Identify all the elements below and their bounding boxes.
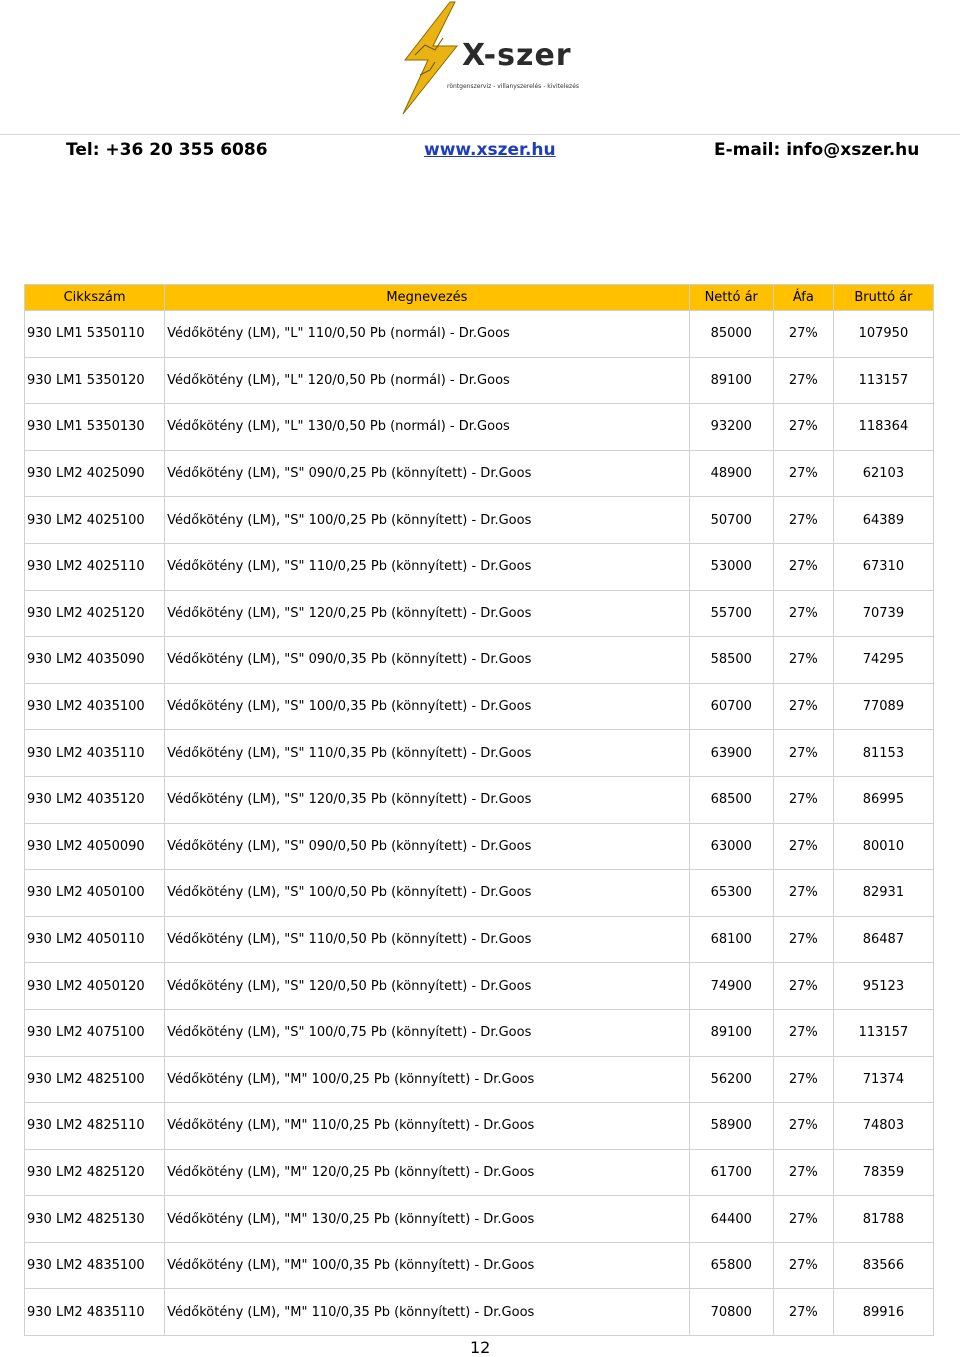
cell-vat: 27% bbox=[773, 1103, 833, 1150]
cell-code: 930 LM2 4035120 bbox=[25, 776, 165, 823]
cell-gross-price: 71374 bbox=[833, 1056, 933, 1103]
column-header-vat: Áfa bbox=[773, 285, 833, 311]
table-row bbox=[25, 637, 934, 684]
table-row bbox=[25, 963, 934, 1010]
cell-code: 930 LM2 4825100 bbox=[25, 1056, 165, 1103]
cell-gross-price: 67310 bbox=[833, 543, 933, 590]
cell-name: Védőkötény (LM), "S" 120/0,25 Pb (könnyített) - Dr.Goos bbox=[165, 590, 690, 637]
cell-vat: 27% bbox=[773, 311, 833, 358]
cell-gross-price: 81788 bbox=[833, 1196, 933, 1243]
table-row bbox=[25, 497, 934, 544]
cell-name: Védőkötény (LM), "S" 100/0,35 Pb (könnyített) - Dr.Goos bbox=[165, 683, 690, 730]
cell-code: 930 LM2 4825120 bbox=[25, 1149, 165, 1196]
cell-name: Védőkötény (LM), "M" 120/0,25 Pb (könnyített) - Dr.Goos bbox=[165, 1149, 690, 1196]
cell-name: Védőkötény (LM), "S" 090/0,25 Pb (könnyített) - Dr.Goos bbox=[165, 450, 690, 497]
cell-gross-price: 78359 bbox=[833, 1149, 933, 1196]
table-row bbox=[25, 1009, 934, 1056]
cell-code: 930 LM2 4025090 bbox=[25, 450, 165, 497]
table-row bbox=[25, 1056, 934, 1103]
cell-gross-price: 86995 bbox=[833, 776, 933, 823]
cell-name: Védőkötény (LM), "L" 120/0,50 Pb (normál) - Dr.Goos bbox=[165, 357, 690, 404]
cell-gross-price: 74803 bbox=[833, 1103, 933, 1150]
cell-vat: 27% bbox=[773, 776, 833, 823]
cell-vat: 27% bbox=[773, 683, 833, 730]
cell-gross-price: 81153 bbox=[833, 730, 933, 777]
cell-code: 930 LM1 5350130 bbox=[25, 404, 165, 451]
table-row bbox=[25, 776, 934, 823]
cell-net-price: 63900 bbox=[689, 730, 773, 777]
table-row bbox=[25, 404, 934, 451]
cell-gross-price: 74295 bbox=[833, 637, 933, 684]
cell-net-price: 60700 bbox=[689, 683, 773, 730]
cell-vat: 27% bbox=[773, 823, 833, 870]
page-number: 12 bbox=[470, 1338, 491, 1357]
logo-tagline: röntgenszerviz - villanyszerelés - kivitelezés bbox=[447, 83, 580, 90]
cell-name: Védőkötény (LM), "S" 100/0,25 Pb (könnyített) - Dr.Goos bbox=[165, 497, 690, 544]
cell-name: Védőkötény (LM), "S" 100/0,75 Pb (könnyített) - Dr.Goos bbox=[165, 1009, 690, 1056]
cell-gross-price: 70739 bbox=[833, 590, 933, 637]
cell-vat: 27% bbox=[773, 1242, 833, 1289]
table-body bbox=[25, 311, 934, 1336]
cell-net-price: 68500 bbox=[689, 776, 773, 823]
cell-net-price: 93200 bbox=[689, 404, 773, 451]
cell-code: 930 LM2 4835100 bbox=[25, 1242, 165, 1289]
cell-name: Védőkötény (LM), "M" 130/0,25 Pb (könnyített) - Dr.Goos bbox=[165, 1196, 690, 1243]
table-row bbox=[25, 1196, 934, 1243]
cell-net-price: 61700 bbox=[689, 1149, 773, 1196]
table-row bbox=[25, 823, 934, 870]
table-header-row bbox=[25, 285, 934, 311]
table-row bbox=[25, 683, 934, 730]
cell-vat: 27% bbox=[773, 637, 833, 684]
cell-net-price: 58500 bbox=[689, 637, 773, 684]
cell-net-price: 89100 bbox=[689, 357, 773, 404]
cell-code: 930 LM2 4050110 bbox=[25, 916, 165, 963]
cell-vat: 27% bbox=[773, 1056, 833, 1103]
table-row bbox=[25, 590, 934, 637]
cell-name: Védőkötény (LM), "M" 110/0,25 Pb (könnyített) - Dr.Goos bbox=[165, 1103, 690, 1150]
cell-name: Védőkötény (LM), "M" 100/0,35 Pb (könnyített) - Dr.Goos bbox=[165, 1242, 690, 1289]
cell-vat: 27% bbox=[773, 404, 833, 451]
cell-gross-price: 113157 bbox=[833, 1009, 933, 1056]
cell-gross-price: 80010 bbox=[833, 823, 933, 870]
cell-code: 930 LM2 4025110 bbox=[25, 543, 165, 590]
column-header-name: Megnevezés bbox=[165, 285, 690, 311]
cell-vat: 27% bbox=[773, 450, 833, 497]
table-row bbox=[25, 357, 934, 404]
cell-vat: 27% bbox=[773, 1149, 833, 1196]
cell-net-price: 70800 bbox=[689, 1289, 773, 1336]
cell-gross-price: 118364 bbox=[833, 404, 933, 451]
cell-net-price: 68100 bbox=[689, 916, 773, 963]
cell-net-price: 48900 bbox=[689, 450, 773, 497]
cell-name: Védőkötény (LM), "S" 110/0,50 Pb (könnyített) - Dr.Goos bbox=[165, 916, 690, 963]
cell-name: Védőkötény (LM), "S" 090/0,50 Pb (könnyített) - Dr.Goos bbox=[165, 823, 690, 870]
cell-code: 930 LM2 4025100 bbox=[25, 497, 165, 544]
table-row bbox=[25, 450, 934, 497]
cell-vat: 27% bbox=[773, 590, 833, 637]
cell-net-price: 85000 bbox=[689, 311, 773, 358]
website-link[interactable]: www.xszer.hu bbox=[424, 140, 556, 160]
cell-gross-price: 95123 bbox=[833, 963, 933, 1010]
table-row bbox=[25, 1242, 934, 1289]
table-row bbox=[25, 543, 934, 590]
cell-gross-price: 62103 bbox=[833, 450, 933, 497]
table-row bbox=[25, 916, 934, 963]
cell-gross-price: 89916 bbox=[833, 1289, 933, 1336]
cell-code: 930 LM2 4035100 bbox=[25, 683, 165, 730]
table-row bbox=[25, 311, 934, 358]
cell-net-price: 55700 bbox=[689, 590, 773, 637]
column-header-gross-price: Bruttó ár bbox=[833, 285, 933, 311]
cell-net-price: 65800 bbox=[689, 1242, 773, 1289]
cell-code: 930 LM2 4050120 bbox=[25, 963, 165, 1010]
cell-gross-price: 113157 bbox=[833, 357, 933, 404]
cell-net-price: 58900 bbox=[689, 1103, 773, 1150]
cell-name: Védőkötény (LM), "S" 090/0,35 Pb (könnyített) - Dr.Goos bbox=[165, 637, 690, 684]
cell-code: 930 LM2 4035110 bbox=[25, 730, 165, 777]
cell-vat: 27% bbox=[773, 497, 833, 544]
logo-text: X-szer bbox=[462, 38, 572, 73]
cell-code: 930 LM2 4075100 bbox=[25, 1009, 165, 1056]
cell-vat: 27% bbox=[773, 1196, 833, 1243]
cell-vat: 27% bbox=[773, 730, 833, 777]
contact-email: E-mail: info@xszer.hu bbox=[714, 140, 920, 160]
cell-net-price: 64400 bbox=[689, 1196, 773, 1243]
cell-code: 930 LM2 4835110 bbox=[25, 1289, 165, 1336]
cell-name: Védőkötény (LM), "S" 120/0,50 Pb (könnyített) - Dr.Goos bbox=[165, 963, 690, 1010]
cell-name: Védőkötény (LM), "S" 100/0,50 Pb (könnyített) - Dr.Goos bbox=[165, 870, 690, 917]
cell-name: Védőkötény (LM), "M" 100/0,25 Pb (könnyített) - Dr.Goos bbox=[165, 1056, 690, 1103]
cell-code: 930 LM2 4825110 bbox=[25, 1103, 165, 1150]
cell-name: Védőkötény (LM), "S" 120/0,35 Pb (könnyített) - Dr.Goos bbox=[165, 776, 690, 823]
cell-name: Védőkötény (LM), "L" 130/0,50 Pb (normál) - Dr.Goos bbox=[165, 404, 690, 451]
cell-net-price: 89100 bbox=[689, 1009, 773, 1056]
cell-code: 930 LM2 4035090 bbox=[25, 637, 165, 684]
table-row bbox=[25, 1289, 934, 1336]
cell-code: 930 LM2 4050090 bbox=[25, 823, 165, 870]
cell-name: Védőkötény (LM), "S" 110/0,25 Pb (könnyített) - Dr.Goos bbox=[165, 543, 690, 590]
cell-code: 930 LM2 4050100 bbox=[25, 870, 165, 917]
cell-gross-price: 77089 bbox=[833, 683, 933, 730]
cell-code: 930 LM1 5350120 bbox=[25, 357, 165, 404]
cell-name: Védőkötény (LM), "L" 110/0,50 Pb (normál) - Dr.Goos bbox=[165, 311, 690, 358]
cell-gross-price: 64389 bbox=[833, 497, 933, 544]
column-header-net-price: Nettó ár bbox=[689, 285, 773, 311]
contact-phone: Tel: +36 20 355 6086 bbox=[66, 140, 268, 160]
cell-net-price: 56200 bbox=[689, 1056, 773, 1103]
table-row bbox=[25, 870, 934, 917]
table-row bbox=[25, 1149, 934, 1196]
cell-vat: 27% bbox=[773, 916, 833, 963]
price-table bbox=[24, 284, 934, 1336]
cell-vat: 27% bbox=[773, 357, 833, 404]
cell-gross-price: 107950 bbox=[833, 311, 933, 358]
cell-net-price: 63000 bbox=[689, 823, 773, 870]
table-row bbox=[25, 730, 934, 777]
cell-code: 930 LM2 4025120 bbox=[25, 590, 165, 637]
cell-code: 930 LM1 5350110 bbox=[25, 311, 165, 358]
cell-gross-price: 83566 bbox=[833, 1242, 933, 1289]
cell-code: 930 LM2 4825130 bbox=[25, 1196, 165, 1243]
cell-vat: 27% bbox=[773, 963, 833, 1010]
header-divider bbox=[0, 134, 960, 135]
cell-vat: 27% bbox=[773, 1289, 833, 1336]
cell-gross-price: 86487 bbox=[833, 916, 933, 963]
cell-net-price: 50700 bbox=[689, 497, 773, 544]
cell-vat: 27% bbox=[773, 870, 833, 917]
cell-net-price: 65300 bbox=[689, 870, 773, 917]
cell-name: Védőkötény (LM), "S" 110/0,35 Pb (könnyített) - Dr.Goos bbox=[165, 730, 690, 777]
cell-gross-price: 82931 bbox=[833, 870, 933, 917]
cell-net-price: 53000 bbox=[689, 543, 773, 590]
cell-name: Védőkötény (LM), "M" 110/0,35 Pb (könnyített) - Dr.Goos bbox=[165, 1289, 690, 1336]
cell-vat: 27% bbox=[773, 1009, 833, 1056]
table-row bbox=[25, 1103, 934, 1150]
cell-net-price: 74900 bbox=[689, 963, 773, 1010]
cell-vat: 27% bbox=[773, 543, 833, 590]
column-header-code: Cikkszám bbox=[25, 285, 165, 311]
